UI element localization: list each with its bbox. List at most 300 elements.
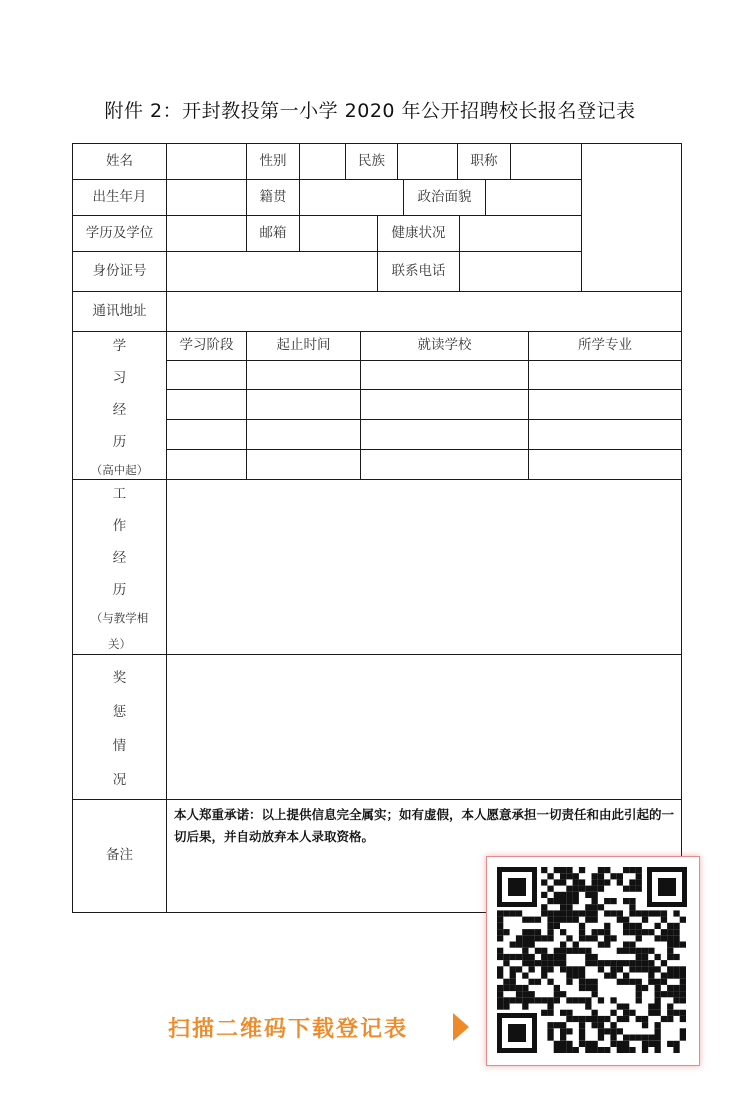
qr-module — [642, 1016, 648, 1022]
qr-module — [598, 929, 604, 935]
qr-module — [592, 1041, 598, 1047]
qr-module — [541, 1010, 547, 1016]
qr-module — [573, 948, 579, 954]
qr-code-icon — [497, 867, 687, 1053]
qr-module — [566, 917, 572, 923]
qr-module — [592, 904, 598, 910]
qr-module — [604, 1028, 610, 1034]
qr-module — [560, 942, 566, 948]
qr-module — [623, 1035, 629, 1041]
email-label: 邮箱 — [259, 224, 287, 241]
qr-module — [636, 867, 642, 873]
qr-module — [560, 929, 566, 935]
qr-module — [655, 1047, 661, 1053]
work-label-note: （与教学相 — [90, 611, 149, 625]
qr-module — [522, 917, 528, 923]
qr-module — [535, 948, 541, 954]
qr-module — [661, 917, 667, 923]
qr-module — [573, 917, 579, 923]
qr-module — [566, 1010, 572, 1016]
qr-module — [592, 910, 598, 916]
qr-module — [680, 985, 686, 991]
qr-module — [680, 997, 686, 1003]
qr-module — [610, 910, 616, 916]
qr-module — [610, 873, 616, 879]
awards-label-char: 奖 — [112, 670, 127, 686]
qr-module — [598, 997, 604, 1003]
qr-module — [629, 898, 635, 904]
qr-module — [598, 1047, 604, 1053]
qr-module — [636, 954, 642, 960]
qr-module — [522, 973, 528, 979]
qr-module — [655, 1028, 661, 1034]
qr-module — [579, 1016, 585, 1022]
qr-module — [636, 910, 642, 916]
qr-module — [648, 929, 654, 935]
qr-module — [648, 1004, 654, 1010]
qr-module — [636, 985, 642, 991]
qr-module — [585, 1047, 591, 1053]
qr-module — [503, 960, 509, 966]
qr-module — [529, 942, 535, 948]
qr-module — [566, 904, 572, 910]
qr-module — [573, 997, 579, 1003]
qr-module — [566, 935, 572, 941]
qr-module — [560, 1047, 566, 1053]
qr-module — [497, 966, 503, 972]
qr-module — [541, 948, 547, 954]
qr-module — [636, 960, 642, 966]
qr-module — [598, 904, 604, 910]
qr-module — [585, 954, 591, 960]
qr-module — [642, 910, 648, 916]
qr-module — [604, 867, 610, 873]
qr-module — [522, 942, 528, 948]
qr-module — [648, 973, 654, 979]
qr-module — [566, 910, 572, 916]
qr-module — [673, 942, 679, 948]
qr-module — [516, 991, 522, 997]
qr-module — [636, 966, 642, 972]
qr-module — [522, 960, 528, 966]
qr-module — [617, 873, 623, 879]
qr-module — [592, 954, 598, 960]
qr-module — [522, 997, 528, 1003]
qr-module — [604, 935, 610, 941]
qr-module — [503, 929, 509, 935]
qr-module — [648, 1010, 654, 1016]
qr-module — [673, 966, 679, 972]
qr-module — [560, 910, 566, 916]
qr-module — [554, 1041, 560, 1047]
qr-module — [655, 954, 661, 960]
awards-label-char: 况 — [112, 772, 127, 788]
qr-module — [497, 1004, 503, 1010]
qr-module — [560, 1035, 566, 1041]
qr-module — [566, 873, 572, 879]
qr-module — [516, 910, 522, 916]
qr-module — [655, 1004, 661, 1010]
qr-module — [547, 979, 553, 985]
qr-module — [579, 867, 585, 873]
qr-module — [673, 1047, 679, 1053]
qr-module — [655, 935, 661, 941]
qr-module — [510, 954, 516, 960]
qr-module — [673, 991, 679, 997]
qr-module — [673, 997, 679, 1003]
qr-module — [629, 886, 635, 892]
commitment-statement: 本人郑重承诺：以上提供信息完全属实；如有虚假，本人愿意承担一切责任和由此引起的一切后果，并自动放弃本人录取资格。 — [174, 807, 675, 844]
qr-module — [592, 873, 598, 879]
qr-module — [510, 973, 516, 979]
qr-module — [579, 910, 585, 916]
qr-module — [642, 954, 648, 960]
qr-module — [497, 910, 503, 916]
qr-module — [585, 997, 591, 1003]
qr-module — [554, 985, 560, 991]
qr-module — [579, 929, 585, 935]
qr-module — [547, 898, 553, 904]
qr-module — [547, 873, 553, 879]
qr-module — [667, 985, 673, 991]
qr-module — [566, 1047, 572, 1053]
qr-module — [604, 910, 610, 916]
qr-module — [560, 1022, 566, 1028]
qr-module — [636, 873, 642, 879]
qr-module — [554, 948, 560, 954]
qr-module — [529, 979, 535, 985]
qr-module — [629, 867, 635, 873]
qr-module — [503, 1004, 509, 1010]
qr-module — [661, 929, 667, 935]
qr-module — [566, 948, 572, 954]
qr-module — [680, 1035, 686, 1041]
work-label-char: 工 — [112, 486, 127, 502]
qr-module — [592, 935, 598, 941]
qr-module — [642, 1035, 648, 1041]
qr-module — [573, 886, 579, 892]
qr-module — [592, 1010, 598, 1016]
qr-module — [629, 1035, 635, 1041]
job-title-label: 职称 — [470, 152, 498, 169]
qr-module — [617, 960, 623, 966]
qr-module — [529, 917, 535, 923]
qr-module — [673, 929, 679, 935]
qr-module — [541, 973, 547, 979]
qr-module — [648, 966, 654, 972]
qr-module — [673, 954, 679, 960]
phone-label: 联系电话 — [391, 262, 446, 279]
qr-module — [503, 997, 509, 1003]
qr-module — [610, 1022, 616, 1028]
awards-label-char: 惩 — [112, 704, 127, 720]
qr-module — [522, 1004, 528, 1010]
qr-module — [510, 942, 516, 948]
qr-module — [560, 904, 566, 910]
qr-module — [566, 1016, 572, 1022]
qr-module — [510, 985, 516, 991]
qr-module — [673, 985, 679, 991]
qr-module — [598, 966, 604, 972]
qr-module — [566, 886, 572, 892]
qr-module — [541, 879, 547, 885]
qr-module — [560, 966, 566, 972]
qr-module — [623, 948, 629, 954]
qr-module — [510, 997, 516, 1003]
qr-module — [573, 942, 579, 948]
qr-module — [661, 910, 667, 916]
qr-module — [535, 960, 541, 966]
qr-module — [560, 948, 566, 954]
qr-module — [522, 991, 528, 997]
qr-module — [579, 1028, 585, 1034]
qr-module — [566, 966, 572, 972]
study-label-char: 历 — [112, 433, 127, 450]
qr-module — [554, 954, 560, 960]
qr-module — [547, 966, 553, 972]
qr-module — [655, 1041, 661, 1047]
qr-module — [617, 979, 623, 985]
qr-module — [598, 873, 604, 879]
qr-module — [604, 1047, 610, 1053]
qr-module — [667, 973, 673, 979]
qr-module — [655, 1035, 661, 1041]
scan-qr-caption: 扫描二维码下载登记表 — [168, 1017, 409, 1042]
qr-module — [592, 1022, 598, 1028]
work-label-char: 作 — [112, 518, 127, 534]
qr-module — [541, 904, 547, 910]
qr-module — [623, 1010, 629, 1016]
qr-module — [667, 1004, 673, 1010]
qr-module — [554, 923, 560, 929]
qr-module — [585, 1004, 591, 1010]
qr-module — [592, 991, 598, 997]
health-label: 健康状况 — [391, 224, 446, 241]
qr-module — [655, 1010, 661, 1016]
qr-module — [535, 917, 541, 923]
qr-module — [673, 910, 679, 916]
qr-module — [667, 923, 673, 929]
qr-module — [560, 892, 566, 898]
qr-module — [667, 935, 673, 941]
qr-module — [579, 923, 585, 929]
qr-module — [636, 879, 642, 885]
qr-module — [560, 867, 566, 873]
qr-module — [547, 910, 553, 916]
qr-module — [680, 1016, 686, 1022]
birth-label: 出生年月 — [92, 188, 147, 205]
qr-module — [667, 1010, 673, 1016]
qr-module — [566, 892, 572, 898]
qr-module — [554, 1022, 560, 1028]
qr-module — [585, 948, 591, 954]
qr-module — [573, 973, 579, 979]
qr-module — [529, 991, 535, 997]
qr-module — [617, 1016, 623, 1022]
qr-code-frame[interactable] — [486, 856, 700, 1066]
study-header-major: 所学专业 — [578, 337, 632, 354]
qr-module — [497, 917, 503, 923]
qr-module — [610, 935, 616, 941]
qr-module — [566, 973, 572, 979]
qr-module — [680, 1010, 686, 1016]
qr-module — [573, 966, 579, 972]
awards-label-char: 情 — [112, 738, 127, 754]
qr-module — [598, 1028, 604, 1034]
qr-module — [516, 997, 522, 1003]
qr-module — [623, 929, 629, 935]
qr-module — [585, 904, 591, 910]
qr-module — [554, 892, 560, 898]
qr-module — [655, 1022, 661, 1028]
qr-module — [579, 948, 585, 954]
qr-module — [585, 886, 591, 892]
qr-module — [629, 929, 635, 935]
qr-module — [673, 1010, 679, 1016]
qr-module — [592, 1047, 598, 1053]
qr-module — [667, 1041, 673, 1047]
qr-module — [547, 935, 553, 941]
qr-module — [648, 948, 654, 954]
qr-module — [560, 873, 566, 879]
qr-module — [610, 1035, 616, 1041]
qr-module — [636, 948, 642, 954]
qr-module — [623, 1004, 629, 1010]
qr-module — [522, 948, 528, 954]
qr-module — [541, 910, 547, 916]
qr-module — [579, 1022, 585, 1028]
qr-module — [510, 910, 516, 916]
qr-module — [623, 1041, 629, 1047]
qr-module — [623, 867, 629, 873]
qr-module — [617, 917, 623, 923]
address-label: 通讯地址 — [92, 302, 147, 319]
qr-module — [560, 1028, 566, 1034]
arrow-right-icon — [453, 1013, 469, 1041]
ethnicity-label: 民族 — [358, 152, 385, 169]
qr-module — [573, 892, 579, 898]
qr-module — [598, 1022, 604, 1028]
qr-module — [617, 1041, 623, 1047]
qr-module — [579, 879, 585, 885]
qr-module — [617, 879, 623, 885]
work-history-label — [73, 480, 166, 654]
qr-module — [585, 960, 591, 966]
qr-module — [510, 966, 516, 972]
qr-module — [529, 960, 535, 966]
qr-module — [579, 979, 585, 985]
qr-module — [560, 1041, 566, 1047]
qr-module — [535, 935, 541, 941]
qr-module — [547, 1028, 553, 1034]
qr-module — [610, 997, 616, 1003]
qr-module — [541, 935, 547, 941]
qr-module — [541, 966, 547, 972]
qr-module — [642, 917, 648, 923]
qr-module — [642, 948, 648, 954]
qr-module — [629, 910, 635, 916]
qr-module — [680, 966, 686, 972]
qr-module — [497, 985, 503, 991]
qr-module — [547, 917, 553, 923]
qr-module — [655, 923, 661, 929]
qr-module — [629, 966, 635, 972]
qr-module — [585, 985, 591, 991]
qr-module — [522, 929, 528, 935]
qr-module — [642, 1022, 648, 1028]
qr-module — [547, 923, 553, 929]
qr-module — [503, 985, 509, 991]
qr-module — [497, 973, 503, 979]
work-label-note-2: 关） — [108, 637, 131, 651]
qr-module — [623, 960, 629, 966]
qr-module — [529, 929, 535, 935]
qr-module — [623, 898, 629, 904]
qr-module — [503, 979, 509, 985]
qr-module — [547, 886, 553, 892]
qr-module — [598, 1016, 604, 1022]
qr-module — [642, 1041, 648, 1047]
qr-module — [667, 942, 673, 948]
qr-module — [522, 954, 528, 960]
qr-module — [541, 997, 547, 1003]
qr-module — [648, 979, 654, 985]
qr-module — [535, 929, 541, 935]
qr-module — [592, 985, 598, 991]
qr-module — [541, 867, 547, 873]
qr-module — [655, 966, 661, 972]
qr-module — [592, 886, 598, 892]
qr-module — [667, 954, 673, 960]
qr-module — [629, 879, 635, 885]
qr-module — [617, 910, 623, 916]
study-header-period: 起止时间 — [276, 337, 331, 354]
qr-module — [566, 898, 572, 904]
qr-module — [604, 942, 610, 948]
qr-module — [497, 948, 503, 954]
qr-module — [560, 954, 566, 960]
education-label: 学历及学位 — [85, 224, 154, 241]
qr-module — [516, 985, 522, 991]
qr-module — [560, 898, 566, 904]
qr-module — [623, 917, 629, 923]
qr-module — [661, 960, 667, 966]
qr-module — [579, 886, 585, 892]
qr-module — [623, 1016, 629, 1022]
qr-module — [529, 935, 535, 941]
qr-module — [667, 966, 673, 972]
study-header-school: 就读学校 — [417, 337, 472, 354]
qr-module — [610, 960, 616, 966]
qr-module — [673, 1041, 679, 1047]
qr-module — [554, 991, 560, 997]
qr-module — [592, 898, 598, 904]
qr-module — [554, 898, 560, 904]
qr-module — [667, 1016, 673, 1022]
qr-module — [610, 1041, 616, 1047]
qr-module — [541, 892, 547, 898]
qr-module — [629, 960, 635, 966]
qr-module — [655, 991, 661, 997]
qr-module — [554, 1047, 560, 1053]
native-place-label: 籍贯 — [259, 188, 287, 205]
qr-module — [604, 973, 610, 979]
qr-module — [547, 1022, 553, 1028]
qr-module — [636, 935, 642, 941]
qr-module — [573, 879, 579, 885]
qr-module — [522, 935, 528, 941]
qr-module — [592, 929, 598, 935]
